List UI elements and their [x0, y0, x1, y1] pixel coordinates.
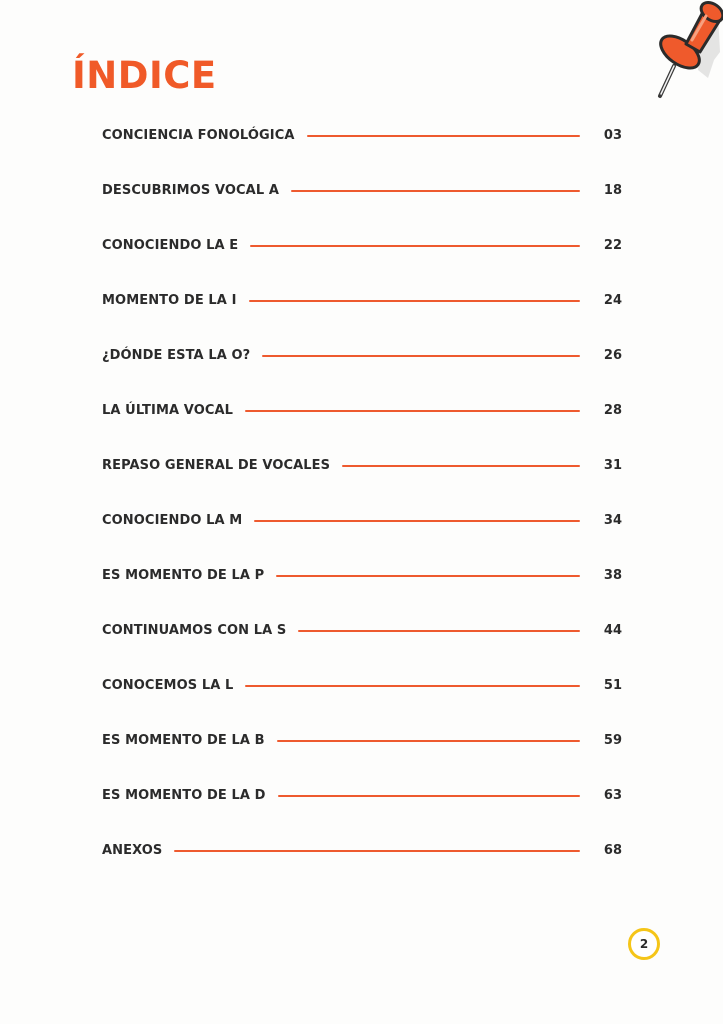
toc-entry-title: ANEXOS	[102, 843, 163, 858]
toc-entry-page: 28	[603, 403, 622, 418]
toc-leader-line	[174, 850, 580, 852]
toc-entry-title: CONTINUAMOS CON LA S	[102, 623, 287, 638]
toc-entry-page: 44	[603, 623, 622, 638]
page-title: ÍNDICE	[72, 54, 217, 97]
toc-leader-line	[342, 465, 580, 467]
toc-entry-page: 51	[603, 678, 622, 693]
toc-entry	[102, 218, 622, 273]
page-number-badge: 2	[628, 928, 660, 960]
toc-entry-page: 26	[603, 348, 622, 363]
toc-entry	[102, 823, 622, 878]
toc-entry	[102, 383, 622, 438]
toc-leader-line	[291, 190, 580, 192]
toc-entry-page: 31	[603, 458, 622, 473]
toc-entry	[102, 768, 622, 823]
toc-entry-title: ES MOMENTO DE LA P	[102, 568, 265, 583]
toc-leader-line	[298, 630, 580, 632]
toc-leader-line	[245, 685, 580, 687]
toc-entry-page: 24	[603, 293, 622, 308]
toc-entry	[102, 658, 622, 713]
toc-entry	[102, 328, 622, 383]
table-of-contents	[102, 108, 622, 878]
toc-leader-line	[278, 795, 580, 797]
toc-entry-title: CONOCEMOS LA L	[102, 678, 234, 693]
toc-entry-page: 68	[603, 843, 622, 858]
toc-entry-page: 63	[603, 788, 622, 803]
toc-entry-title: MOMENTO DE LA I	[102, 293, 237, 308]
toc-entry-title: ES MOMENTO DE LA B	[102, 733, 265, 748]
toc-leader-line	[276, 575, 580, 577]
toc-entry-page: 38	[603, 568, 622, 583]
toc-entry	[102, 713, 622, 768]
toc-leader-line	[245, 410, 580, 412]
toc-entry	[102, 548, 622, 603]
toc-entry-title: CONOCIENDO LA E	[102, 238, 239, 253]
toc-entry-title: REPASO GENERAL DE VOCALES	[102, 458, 331, 473]
toc-leader-line	[277, 740, 580, 742]
toc-leader-line	[249, 300, 580, 302]
toc-entry-page: 03	[603, 128, 622, 143]
toc-entry	[102, 603, 622, 658]
toc-leader-line	[254, 520, 580, 522]
toc-entry-page: 34	[603, 513, 622, 528]
toc-entry	[102, 273, 622, 328]
toc-entry	[102, 163, 622, 218]
toc-entry-title: ¿DÓNDE ESTA LA O?	[102, 348, 251, 363]
toc-entry	[102, 493, 622, 548]
toc-leader-line	[262, 355, 580, 357]
toc-entry-page: 22	[603, 238, 622, 253]
pushpin-icon	[640, 0, 723, 112]
toc-entry-title: CONCIENCIA FONOLÓGICA	[102, 128, 295, 143]
toc-entry-title: CONOCIENDO LA M	[102, 513, 243, 528]
toc-leader-line	[307, 135, 580, 137]
toc-entry	[102, 108, 622, 163]
toc-leader-line	[250, 245, 580, 247]
toc-entry-title: ES MOMENTO DE LA D	[102, 788, 266, 803]
toc-entry-page: 59	[603, 733, 622, 748]
toc-entry	[102, 438, 622, 493]
toc-entry-title: LA ÚLTIMA VOCAL	[102, 403, 234, 418]
toc-entry-page: 18	[603, 183, 622, 198]
toc-entry-title: DESCUBRIMOS VOCAL A	[102, 183, 280, 198]
